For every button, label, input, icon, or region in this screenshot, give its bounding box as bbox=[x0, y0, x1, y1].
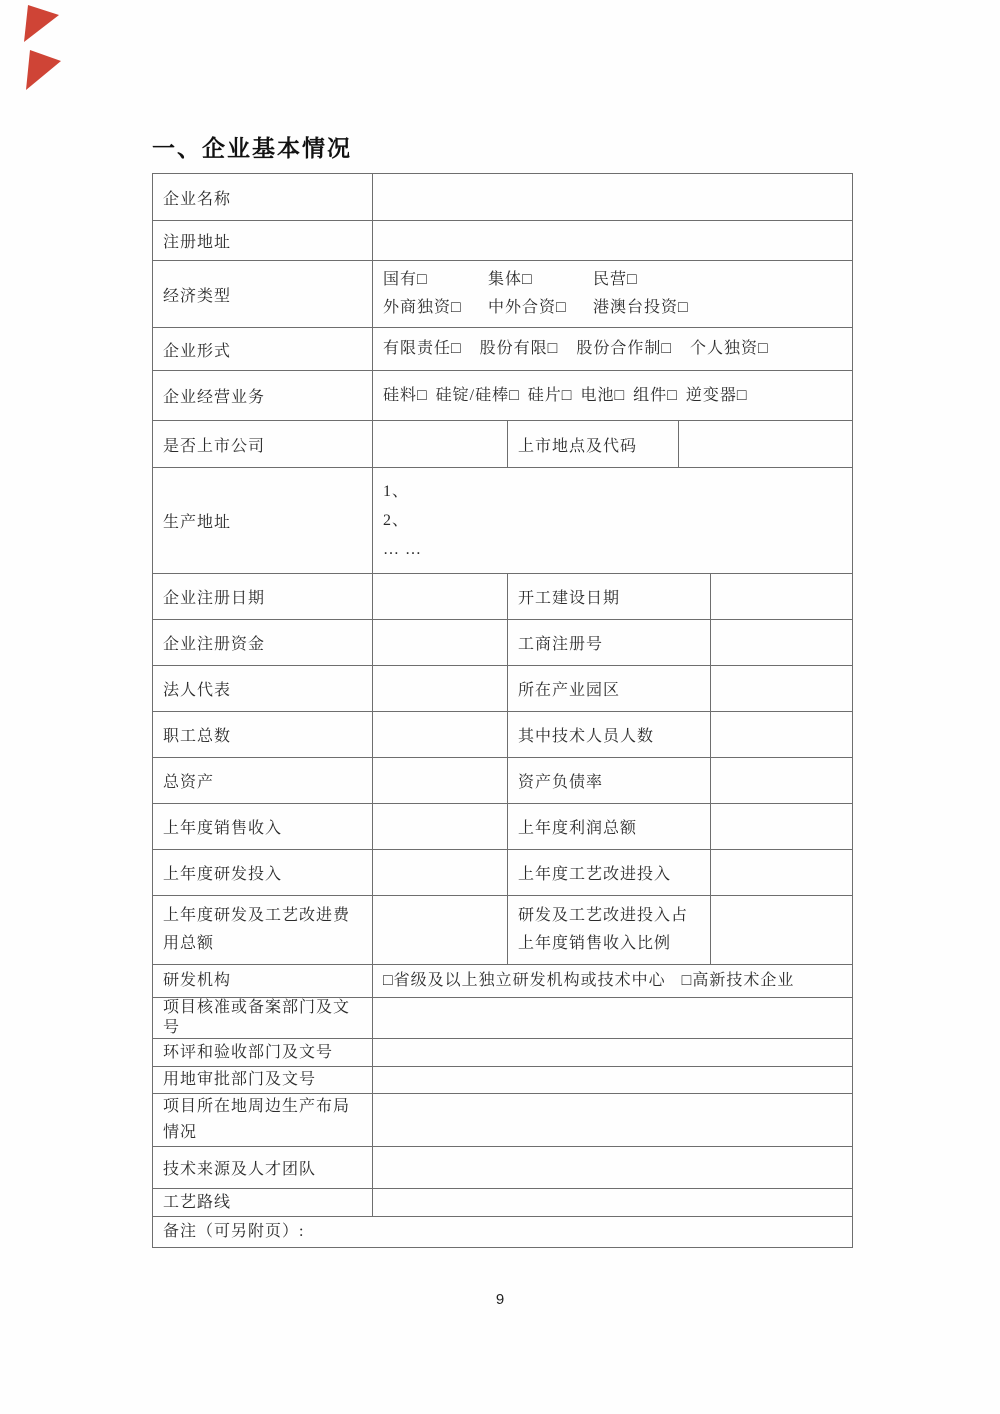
section-title: 一、企业基本情况 bbox=[152, 135, 352, 161]
row-label: 环评和验收部门及文号 bbox=[153, 1039, 373, 1067]
row-label-2: 资产负债率 bbox=[508, 758, 711, 804]
row-label-2: 其中技术人员人数 bbox=[508, 712, 711, 758]
address-line: 2、 bbox=[383, 512, 410, 529]
row-label: 企业名称 bbox=[153, 174, 373, 221]
checkbox-option: □高新技术企业 bbox=[681, 972, 795, 989]
table-row bbox=[153, 174, 853, 221]
checkbox-option: 港澳台投资□ bbox=[593, 299, 689, 316]
table-row bbox=[153, 468, 853, 574]
table-row bbox=[153, 965, 853, 998]
row-label: 上年度研发及工艺改进费用总额 bbox=[153, 896, 373, 965]
checkbox-option: 硅锭/硅棒□ bbox=[435, 386, 520, 404]
checkbox-option: 民营□ bbox=[593, 271, 638, 288]
row-label: 工艺路线 bbox=[153, 1189, 373, 1217]
value-cell bbox=[373, 1067, 853, 1094]
value-cell bbox=[373, 1147, 853, 1189]
checkbox-option: 电池□ bbox=[580, 386, 626, 404]
checkbox-option: 中外合资□ bbox=[488, 299, 567, 316]
checkbox-option: 股份有限□ bbox=[479, 340, 559, 357]
options-line bbox=[383, 294, 844, 322]
page-number: 9 bbox=[495, 1291, 505, 1308]
table-row bbox=[153, 221, 853, 261]
checkbox-option: 组件□ bbox=[633, 386, 678, 404]
checkbox-option: 硅料□ bbox=[383, 386, 428, 404]
options-line bbox=[383, 382, 844, 410]
value-cell bbox=[373, 804, 508, 850]
checkbox-option: 外商独资□ bbox=[383, 299, 462, 316]
checkbox-option: □省级及以上独立研发机构或技术中心 bbox=[383, 972, 666, 989]
value-cell bbox=[373, 221, 853, 261]
value-cell bbox=[373, 758, 508, 804]
table-row bbox=[153, 1067, 853, 1094]
row-label: 研发机构 bbox=[153, 965, 373, 998]
table-row bbox=[153, 1039, 853, 1067]
row-label: 项目所在地周边生产布局情况 bbox=[153, 1094, 373, 1147]
value-cell bbox=[373, 421, 508, 468]
value-cell-2 bbox=[711, 712, 853, 758]
options-line bbox=[383, 967, 844, 995]
row-label: 技术来源及人才团队 bbox=[153, 1147, 373, 1189]
row-label-2: 研发及工艺改进投入占上年度销售收入比例 bbox=[508, 896, 711, 965]
row-label: 是否上市公司 bbox=[153, 421, 373, 468]
table-row bbox=[153, 574, 853, 620]
value-cell-2 bbox=[711, 620, 853, 666]
row-label: 注册地址 bbox=[153, 221, 373, 261]
options-line bbox=[383, 335, 844, 363]
table-row bbox=[153, 421, 853, 468]
table-row bbox=[153, 1217, 853, 1248]
value-cell bbox=[373, 666, 508, 712]
row-label-2: 上市地点及代码 bbox=[508, 421, 679, 468]
value-cell-2 bbox=[711, 804, 853, 850]
checkbox-option: 股份合作制□ bbox=[576, 340, 673, 357]
table-row bbox=[153, 712, 853, 758]
value-cell bbox=[373, 712, 508, 758]
checkbox-option: 国有□ bbox=[383, 271, 428, 288]
row-label-2: 开工建设日期 bbox=[508, 574, 711, 620]
row-label: 企业形式 bbox=[153, 328, 373, 371]
row-label: 企业注册日期 bbox=[153, 574, 373, 620]
value-cell bbox=[373, 1039, 853, 1067]
table-row bbox=[153, 896, 853, 965]
row-label: 用地审批部门及文号 bbox=[153, 1067, 373, 1094]
value-cell bbox=[373, 998, 853, 1039]
company-form-options-cell bbox=[373, 328, 853, 371]
rd-institution-options-cell bbox=[373, 965, 853, 998]
row-label: 经济类型 bbox=[153, 261, 373, 328]
value-cell-2 bbox=[711, 666, 853, 712]
value-cell-2 bbox=[679, 421, 853, 468]
table-row bbox=[153, 620, 853, 666]
remarks-cell: 备注（可另附页）: bbox=[153, 1217, 853, 1248]
row-label: 总资产 bbox=[153, 758, 373, 804]
row-label: 上年度研发投入 bbox=[153, 850, 373, 896]
row-label: 企业注册资金 bbox=[153, 620, 373, 666]
row-label: 职工总数 bbox=[153, 712, 373, 758]
production-address-cell bbox=[373, 468, 853, 574]
table-row bbox=[153, 371, 853, 421]
checkbox-option: 有限责任□ bbox=[383, 340, 462, 357]
table-row bbox=[153, 850, 853, 896]
checkbox-option: 个人独资□ bbox=[690, 340, 769, 357]
table-row bbox=[153, 758, 853, 804]
row-label: 上年度销售收入 bbox=[153, 804, 373, 850]
economy-type-options-cell bbox=[373, 261, 853, 328]
checkbox-option: 集体□ bbox=[488, 271, 533, 288]
table-row bbox=[153, 328, 853, 371]
value-cell bbox=[373, 1094, 853, 1147]
checkbox-option: 硅片□ bbox=[527, 386, 573, 404]
row-label-2: 工商注册号 bbox=[508, 620, 711, 666]
value-cell bbox=[373, 896, 508, 965]
address-lines bbox=[383, 477, 844, 564]
row-label-2: 上年度工艺改进投入 bbox=[508, 850, 711, 896]
value-cell-2 bbox=[711, 758, 853, 804]
value-cell bbox=[373, 174, 853, 221]
table-row bbox=[153, 1189, 853, 1217]
table-row bbox=[153, 998, 853, 1039]
address-line: … … bbox=[383, 541, 422, 558]
options-line bbox=[383, 266, 844, 294]
row-label: 法人代表 bbox=[153, 666, 373, 712]
row-label-2: 所在产业园区 bbox=[508, 666, 711, 712]
row-label: 企业经营业务 bbox=[153, 371, 373, 421]
value-cell bbox=[373, 1189, 853, 1217]
value-cell bbox=[373, 620, 508, 666]
row-label: 生产地址 bbox=[153, 468, 373, 574]
red-corner-marks-icon bbox=[14, 0, 74, 100]
business-options-cell bbox=[373, 371, 853, 421]
enterprise-info-table bbox=[152, 173, 853, 1248]
value-cell-2 bbox=[711, 896, 853, 965]
table-row bbox=[153, 261, 853, 328]
value-cell bbox=[373, 574, 508, 620]
table-row bbox=[153, 1147, 853, 1189]
value-cell-2 bbox=[711, 850, 853, 896]
address-line: 1、 bbox=[383, 483, 410, 500]
table-row bbox=[153, 1094, 853, 1147]
table-row bbox=[153, 804, 853, 850]
checkbox-option: 逆变器□ bbox=[685, 386, 748, 404]
value-cell bbox=[373, 850, 508, 896]
value-cell-2 bbox=[711, 574, 853, 620]
row-label: 项目核准或备案部门及文号 bbox=[153, 998, 373, 1039]
row-label-2: 上年度利润总额 bbox=[508, 804, 711, 850]
table-row bbox=[153, 666, 853, 712]
